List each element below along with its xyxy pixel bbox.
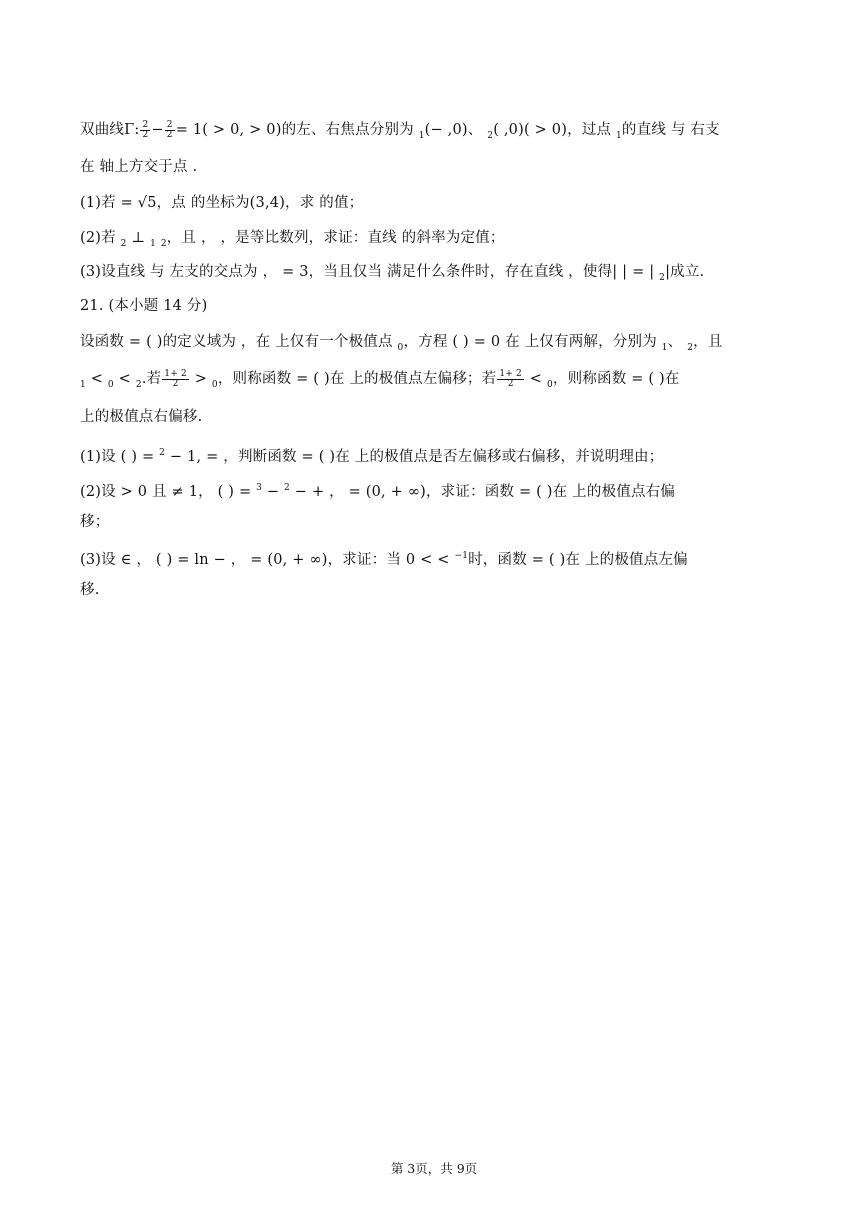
fraction-denominator: 2: [142, 129, 149, 140]
problem-21-heading: 21. (本小题 14 分): [80, 298, 208, 314]
text: = 1( > 0, > 0)的左、右焦点分别为: [175, 122, 419, 138]
text: (3)设直线 与 左支的交点为 ， = 3，当且仅当 满足什么条件时，存在直线 ，使得| | = |: [80, 264, 660, 280]
fraction-numerator: 2: [142, 119, 149, 130]
problem-20-intro-line-2: 在 轴上方交于点 .: [80, 159, 198, 175]
subscript: 1: [80, 380, 86, 390]
text: .若: [141, 371, 162, 387]
subscript: 2: [160, 239, 167, 249]
superscript: 3: [256, 483, 263, 493]
subscript: 0: [397, 343, 404, 353]
subscript: 1: [150, 239, 156, 249]
fraction-denominator: 2: [172, 378, 179, 389]
problem-21-part-2-continued: 移；: [80, 514, 110, 530]
text: 、: [667, 334, 688, 350]
problem-21-intro-line-1: [80, 332, 792, 358]
fraction-numerator: 2: [166, 119, 173, 130]
superscript: 2: [159, 448, 166, 458]
text: >: [189, 371, 212, 387]
problem-20-part-2: [80, 228, 792, 254]
subscript: 0: [546, 380, 553, 390]
subscript: 1: [418, 131, 425, 141]
fraction-denominator: 2: [507, 378, 514, 389]
text: − 1, = ，判断函数 = ( )在 上的极值点是否左偏移或右偏移，并说明理由；: [165, 449, 664, 465]
text: −: [151, 122, 164, 138]
text: −: [262, 484, 285, 500]
text: 时，函数 = ( )在 上的极值点左偏: [468, 552, 688, 568]
problem-21-part-3-continued: 移.: [80, 582, 100, 598]
text: 的直线 与 右支: [621, 122, 720, 138]
fraction-numerator: 1+ 2: [164, 368, 187, 379]
text: (1)设 ( ) =: [80, 449, 160, 465]
text: <: [524, 371, 547, 387]
fraction: [165, 121, 175, 140]
text: (2)设 > 0 且 ≠ 1， ( ) =: [80, 484, 257, 500]
problem-21-intro-line-3: 上的极值点右偏移.: [80, 409, 203, 425]
text: (2)若: [80, 230, 121, 246]
problem-21-part-2: [80, 478, 792, 502]
text: ，且 ， ，是等比数列，求证：直线 的斜率为定值；: [166, 230, 505, 246]
text: 双曲线Γ:: [80, 122, 140, 138]
subscript: 2: [135, 380, 142, 390]
fraction: [497, 370, 524, 389]
fraction: [162, 370, 189, 389]
subscript: 1: [661, 343, 668, 353]
text: (− ,0)、: [424, 122, 488, 138]
text: 设函数 = ( )的定义域为 ，在 上仅有一个极值点: [80, 334, 398, 350]
text: (3)设 ∈ ， ( ) = ln − ， = (0, + ∞)，求证：当 0 < <: [80, 552, 455, 568]
subscript: 1: [615, 131, 622, 141]
fraction: [140, 121, 150, 140]
problem-20-part-3: [80, 262, 792, 288]
problem-21-part-3: [80, 546, 792, 570]
subscript: 2: [659, 273, 666, 283]
text: ，则称函数 = ( )在 上的极值点左偏移；若: [217, 371, 497, 387]
text: ，方程 ( ) = 0 在 上仅有两解，分别为: [403, 334, 662, 350]
text: ，且: [693, 334, 723, 350]
subscript: 0: [211, 380, 218, 390]
page-number-footer: 第 3页，共 9页: [390, 1161, 478, 1176]
superscript: 2: [284, 483, 290, 493]
text: ⊥: [126, 230, 151, 246]
problem-21-intro-line-2: [80, 369, 792, 395]
text: ，则称函数 = ( )在: [552, 371, 680, 387]
fraction-denominator: 2: [166, 129, 173, 140]
subscript: 2: [120, 239, 127, 249]
text: − + ， = (0, + ∞)，求证：函数 = ( )在 上的极值点右偏: [289, 484, 676, 500]
fraction-numerator: 1+ 2: [499, 368, 522, 379]
text: <: [113, 371, 136, 387]
subscript: 2: [687, 343, 694, 353]
subscript: 2: [487, 131, 494, 141]
text: |成立.: [665, 264, 705, 280]
superscript: −1: [454, 551, 469, 561]
problem-20-intro-line-1: [80, 120, 792, 146]
text: ( ,0)( > 0)，过点: [493, 122, 616, 138]
text: <: [85, 371, 108, 387]
subscript: 0: [107, 380, 114, 390]
problem-20-part-1: (1)若 = √5，点 的坐标为(3,4)，求 的值；: [80, 195, 364, 211]
problem-21-part-1: [80, 443, 792, 467]
